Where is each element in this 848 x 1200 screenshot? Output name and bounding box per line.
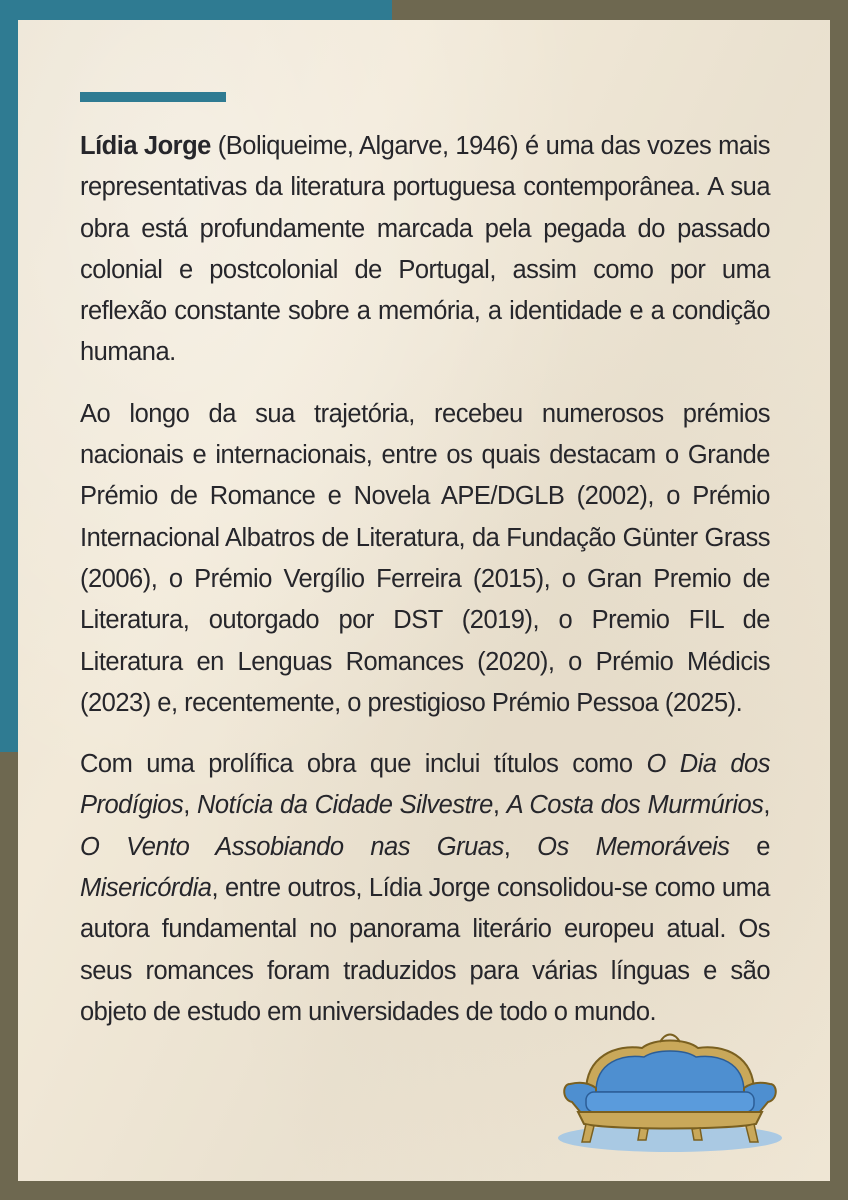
author-name: Lídia Jorge [80, 132, 211, 160]
separator: , [183, 791, 197, 820]
book-title: O Vento Assobiando nas Gruas [80, 832, 504, 861]
book-title: Misericórdia [80, 874, 212, 903]
paragraph-awards: Ao longo da sua trajetória, recebeu numerosos prémios nacionais e internacionais, entre os quais destacam o Grande Prémio de Romance e Novela APE/DGLB (2002), o Prémio Internacional Albatros de Literatura, da Fundação Günter Grass (2006), o Prémio Vergílio Ferreira (2015), o Gran Premio de Literatura, outorgado por DST (2019), o Premio FIL de Literatura en Lenguas Romances (2020), o Prémio Médicis (2023) e, recentemente, o prestigioso Prémio Pessoa (2025). [80, 399, 770, 717]
separator: e [729, 832, 770, 861]
paragraph-intro [80, 126, 770, 374]
book-title: Notícia da Cidade Silvestre [197, 791, 493, 820]
book-title: A Costa dos Murmúrios [506, 791, 764, 820]
sofa-leg [692, 1128, 702, 1140]
paragraph-intro-text: (Boliqueime, Algarve, 1946) é uma das vozes mais representativas da literatura portuguesa contemporânea. A sua obra está profundamente marcada pela pegada do passado colonial e postcolonial de Portugal, assim como por uma reflexão constante sobre a memória, a identidade e a condição humana. [80, 132, 771, 367]
biography-text [80, 126, 770, 1053]
separator: , [763, 791, 770, 820]
accent-bar [80, 92, 226, 102]
separator: , [503, 832, 538, 861]
works-outro: , entre outros, Lídia Jorge consolidou-se como uma autora fundamental no panorama literário europeu atual. Os seus romances foram traduzidos para várias línguas e são objeto de estudo em universidades de todo o mundo. [80, 874, 770, 1026]
book-title: O Dia dos Prodígios [80, 750, 770, 820]
sofa-illustration [556, 1030, 784, 1154]
separator: , [492, 791, 507, 820]
works-intro: Com uma prolífica obra que inclui títulos como [80, 750, 647, 779]
book-title: Os Memoráveis [537, 832, 730, 861]
paragraph-works [80, 744, 770, 1033]
sofa-seat [586, 1092, 754, 1112]
sofa-apron [578, 1112, 762, 1129]
sofa-leg [638, 1128, 648, 1140]
